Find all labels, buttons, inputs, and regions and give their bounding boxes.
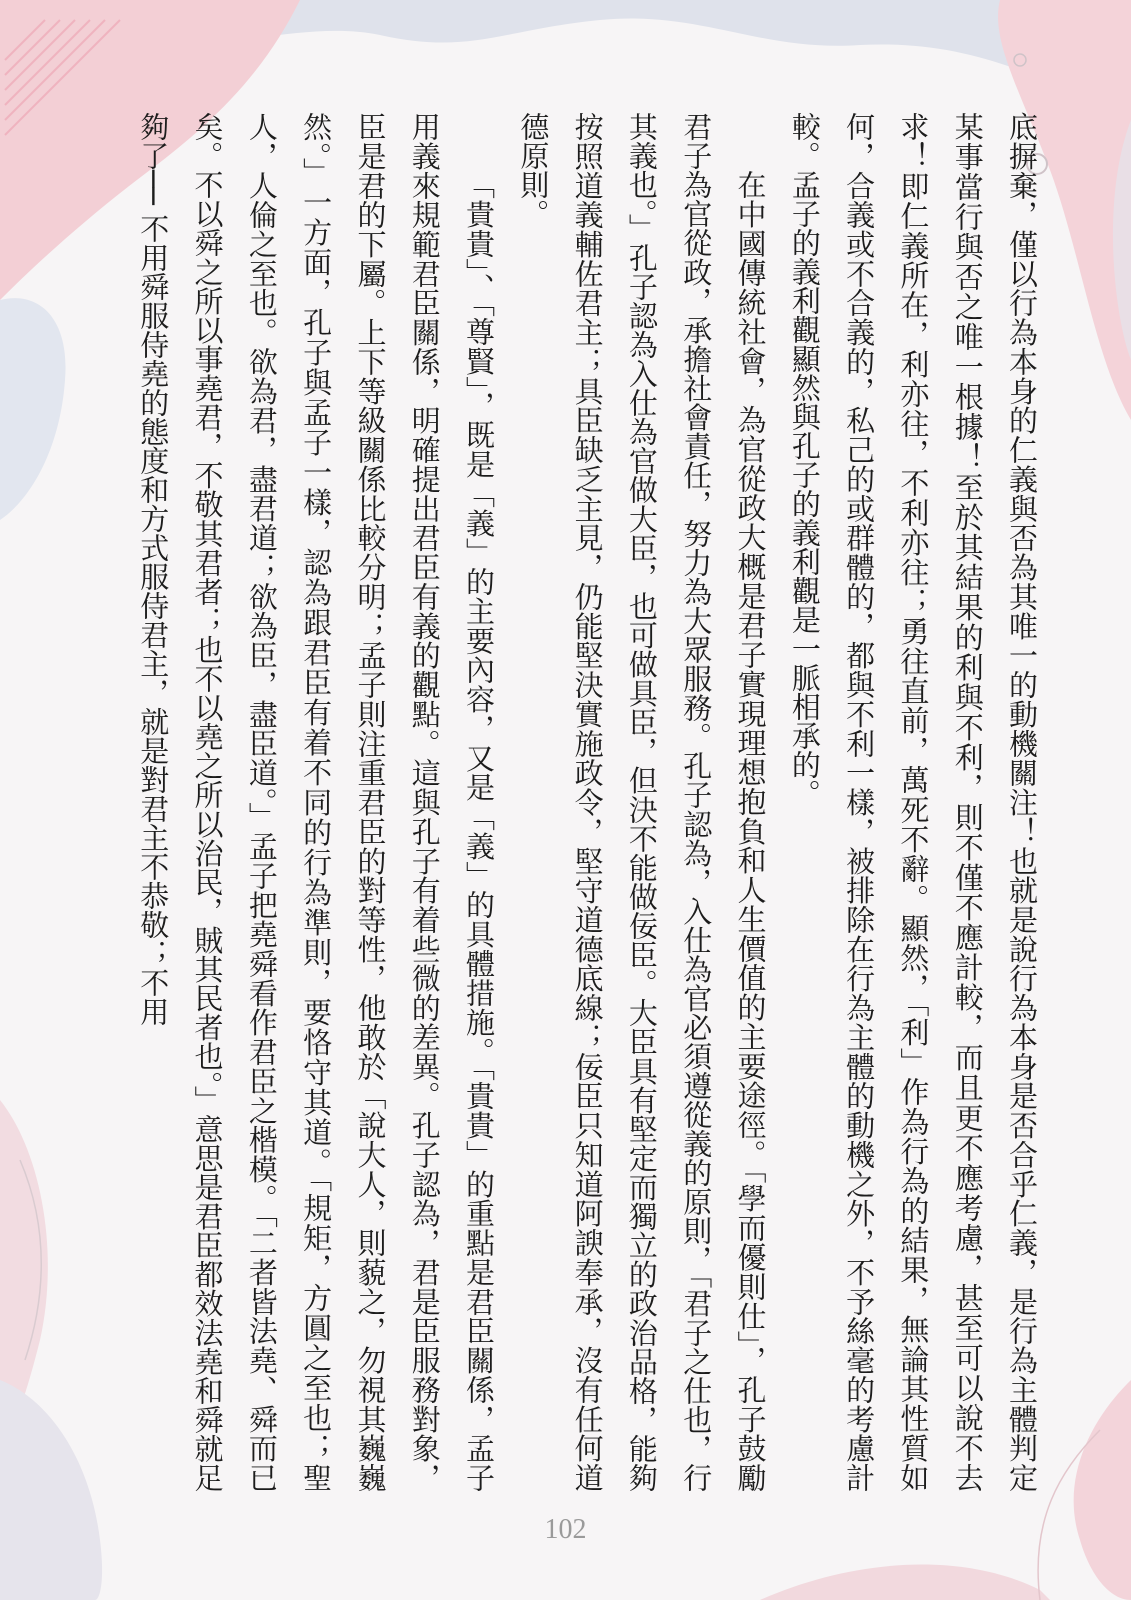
paragraph-2: 在中國傳統社會，為官從政大概是君子實現理想抱負和人生價值的主要途徑。「學而優則仕」，孔子鼓勵君子為官從政，承擔社會責任，努力為大眾服務。孔子認為，入仕為官必須遵從義的原則，「君子之仕也，行其義也。」孔子認為入仕為官做大臣，也可做具臣，但決不能做佞臣。大臣具有堅定而獨立的政治品格，能夠按照道義輔佐君主；具臣缺乏主見，仍能堅決實施政令，堅守道德底線；佞臣只知道阿諛奉承，沒有任何道德原則。 <box>516 112 768 1492</box>
body-text <box>126 112 1049 1492</box>
paragraph-3: 「貴貴」、「尊賢」，既是「義」的主要內容，又是「義」的具體措施。「貴貴」的重點是君臣關係，孟子用義來規範君臣關係，明確提出君臣有義的觀點。這與孔子有着些微的差異。孔子認為，君是臣服務對象，臣是君的下屬。上下等級關係比較分明；孟子則注重君臣的對等性，他敢於「說大人，則藐之，勿視其巍巍然。」一方面，孔子與孟子一樣，認為跟君臣有着不同的行為準則，要恪守其道。「規矩，方圓之至也；聖人，人倫之至也。欲為君，盡君道；欲為臣，盡臣道。」孟子把堯舜看作君臣之楷模。「二者皆法堯、舜而已矣。不以舜之所以事堯君，不敬其君者；也不以堯之所以治民，賊其民者也。」意思是君臣都效法堯和舜就足夠了── 不用舜服侍堯的態度和方式服侍君主，就是對君主不恭敬；不用 <box>136 112 497 1492</box>
page-number: 102 <box>544 1514 587 1545</box>
paragraph-1: 底摒棄，僅以行為本身的仁義與否為其唯一的動機關注！也就是說行為本身是否合乎仁義，是行為主體判定某事當行與否之唯一根據！至於其結果的利與不利，則不僅不應計較，而且更不應考慮，甚至可以說不去求！即仁義所在，利亦往，不利亦往；勇往直前，萬死不辭。顯然，「利」作為行為的結果，無論其性質如何，合義或不合義的，私己的或群體的，都與不利一樣，被排除在行為主體的動機之外，不予絲毫的考慮計較。孟子的義利觀顯然與孔子的義利觀是一脈相承的。 <box>787 112 1039 1492</box>
